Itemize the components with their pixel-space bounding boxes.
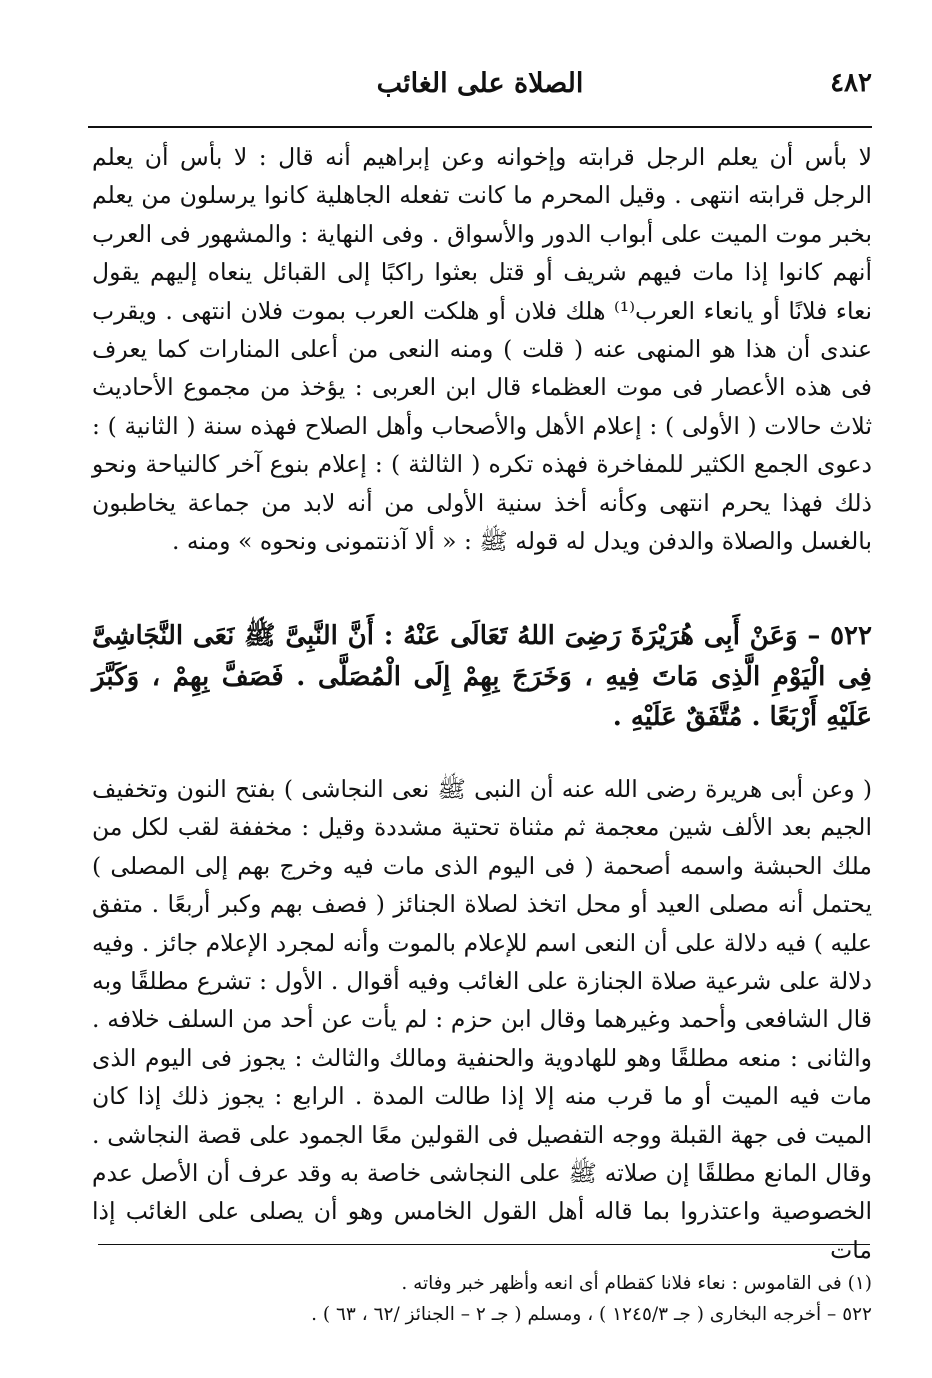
header-rule <box>88 126 872 128</box>
footnote-522: ٥٢٢ – أخرجه البخارى ( جـ ١٢٤٥/٣ ) ، ومسلم ( جـ ٢ – الجنائز /٦٢ ، ٦٣ ) . <box>311 1304 872 1325</box>
commentary-paragraph-2: ( وعن أبى هريرة رضى الله عنه أن النبى ﷺ نعى النجاشى ) بفتح النون وتخفيف الجيم بعد الألف شين معجمة ثم مثناة تحتية مشددة وقيل : مخففة لقب لكل من ملك الحبشة واسمه أصحمة ( فى اليوم الذى مات فيه وخرج بهم إلى المصلى ) يحتمل أنه مصلى العيد أو محل اتخذ لصلاة الجنائز ( فصف بهم وكبر أربعًا . متفق عليه ) فيه دلالة على أن النعى اسم للإعلام بالموت وأنه لمجرد الإعلام جائز . وفيه دلالة على شرعية صلاة الجنازة على الغائب وفيه أقوال . الأول : تشرع مطلقًا وبه قال الشافعى وأحمد وغيرهما وقال ابن حزم : لم يأت عن أحد من السلف خلافه . والثانى : منعه مطلقًا وهو للهادوية والحنفية ومالك والثالث : يجوز فى اليوم الذى مات فيه الميت أو ما قرب منه إلا إذا طالت المدة . الرابع : يجوز ذلك إذا كان الميت فى جهة القبلة ووجه التفصيل فى القولين معًا الجمود على قصة النجاشى . وقال المانع مطلقًا إن صلاته ﷺ على النجاشى خاصة به وقد عرف أن الأصل عدم الخصوصية واعتذروا بما قاله أهل القول الخامس وهو أن يصلى على الغائب إذا مات <box>92 775 872 1264</box>
running-title: الصلاة على الغائب <box>376 68 584 99</box>
footnote-rule <box>98 1244 870 1245</box>
commentary-paragraph-1: لا بأس أن يعلم الرجل قرابته وإخوانه وعن إبراهيم أنه قال : لا بأس أن يعلم الرجل قرابته انتهى . وقيل المحرم ما كانت تفعله الجاهلية كانوا يرسلون من يعلم بخبر موت الميت على أبواب الدور والأسواق . وفى النهاية : والمشهور فى العرب أنهم كانوا إذا مات فيهم شريف أو قتل بعثوا راكبًا إلى القبائل ينعاه إليهم يقول نعاء فلانًا أو يانعاء العرب⁽¹⁾ هلك فلان أو هلكت العرب بموت فلان انتهى . ويقرب عندى أن هذا هو المنهى عنه ( قلت ) ومنه النعى من أعلى المنارات كما يعرف فى هذه الأعصار فى موت العظماء قال ابن العربى : يؤخذ من مجموع الأحاديث ثلاث حالات ( الأولى ) : إعلام الأهل والأصحاب وأهل الصلاح فهذه سنة ( الثانية ) : دعوى الجمع الكثير للمفاخرة فهذه تكره ( الثالثة ) : إعلام بنوع آخر كالنياحة ونحو ذلك فهذا يحرم انتهى وكأنه أخذ سنية الأولى من أنه لابد من جماعة يخاطبون بالغسل والصلاة والدفن ويدل له قوله ﷺ : « ألا آذنتمونى ونحوه » ومنه . <box>92 143 872 556</box>
hadith-522: ٥٢٢ – وَعَنْ أَبِى هُرَيْرَةَ رَضِىَ اللهُ تَعَالَى عَنْهُ : أَنَّ النَّبِىَّ ﷺ نَعَى النَّجَاشِىَّ فِى الْيَوْمِ الَّذِى مَاتَ فِيهِ ، وَخَرَجَ بِهِمْ إِلَى الْمُصَلَّى . فَصَفَّ بِهِمْ ، وَكَبَّرَ عَلَيْهِ أَرْبَعًا . مُتَّفَقٌ عَلَيْهِ . <box>92 621 872 732</box>
page-header <box>88 62 872 112</box>
footnote-1: (١) فى القاموس : نعاء فلانا كقطام أى انعه وأظهر خبر وفاته . <box>401 1273 872 1294</box>
page-number: ٤٨٢ <box>830 68 872 98</box>
footnotes <box>92 1268 872 1330</box>
